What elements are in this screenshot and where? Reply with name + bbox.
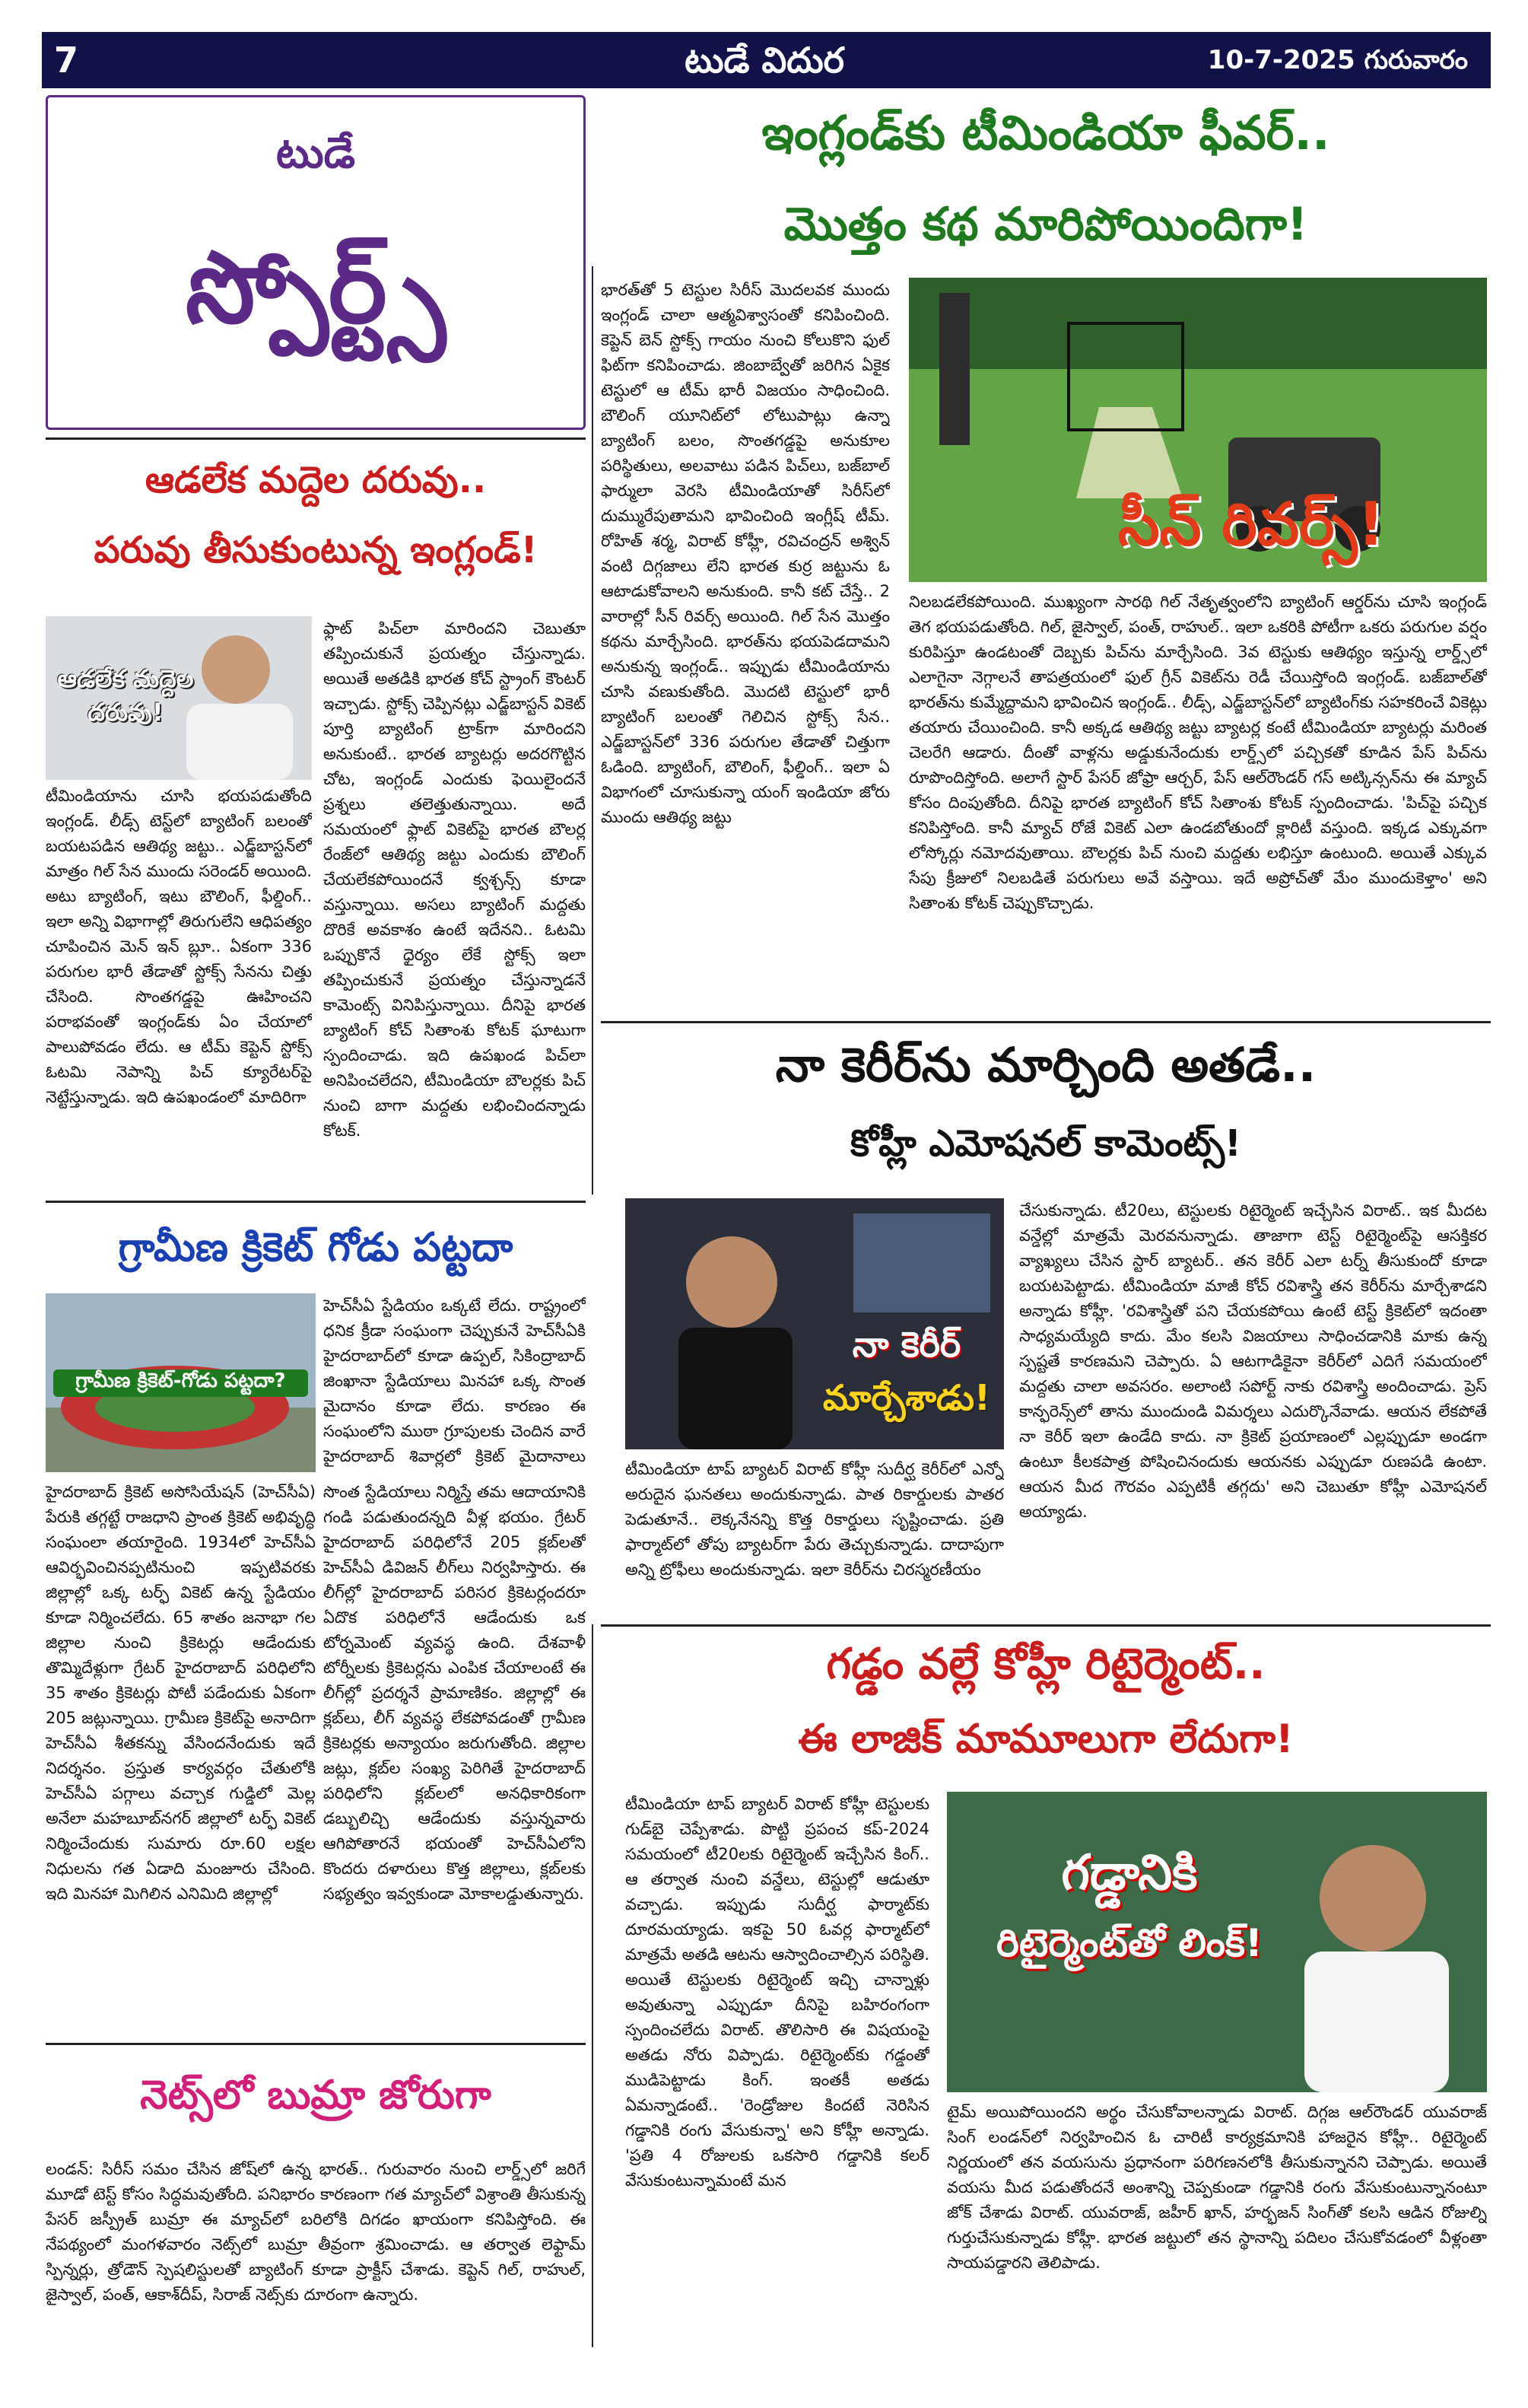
story1-headline-2: మొత్తం కథ మారిపోయిందిగా! — [783, 198, 1308, 251]
story2-column-1: టీమిండియాను చూసి భయపడుతోంది ఇంగ్లండ్. లీడ్స్ టెస్ట్‌లో బ్యాటింగ్ బలంతో బయటపడిన ఆతిథ్య జట్టు.. ఎడ్జ్‌బాస్టన్‌లో మాత్రం గిల్ సేన ముందు సరెండర్ అయింది. అటు బ్యాటింగ్, ఇటు బౌలింగ్, ఫీల్డింగ్.. ఇలా అన్ని విభాగాల్లో తిరుగులేని ఆధిపత్యం చూపించిన మెన్ ఇన్ బ్లూ.. ఏకంగా 336 పరుగుల భారీ తేడాతో స్టోక్స్ సేనను చిత్తు చేసింది. సొంతగడ్డపై ఊహించని పరాభవంతో ఇంగ్లండ్‌కు ఏం చేయాలో పాలుపోవడం లేదు. ఆ టీమ్ కెప్టెన్ స్టోక్స్ ఓటమి నెపాన్ని పిచ్ క్యూరేటర్‌పై నెట్టేస్తున్నాడు. ఇది ఉపఖండంలో మాదిరిగా — [46, 787, 312, 1106]
logo-top-text: టుడే — [275, 128, 356, 178]
section-logo — [46, 95, 586, 430]
story6-headline-2: ఈ లాజిక్ మామూలుగా లేదుగా! — [798, 1716, 1294, 1762]
story2-photo — [46, 616, 312, 780]
story3-photo-caption-1: నా కెరీర్ — [852, 1324, 961, 1365]
story3-headline-2: కోహ్లీ ఎమోషనల్ కామెంట్స్! — [850, 1122, 1241, 1165]
story3-top-rule — [601, 1021, 1491, 1023]
story2-photo-caption: ఆడలేక మద్దెల దరువు! — [57, 664, 194, 727]
story5-headline: నెట్స్‌లో బుమ్రా జోరుగా — [140, 2072, 491, 2118]
story1-column-2: నిలబడలేకపోయింది. ముఖ్యంగా సారథి గిల్ నేతృత్వంలోని బ్యాటింగ్ ఆర్డర్‌ను చూసి ఇంగ్లండ్ తెగ భయపడుతోంది. గిల్, జైస్వాల్, పంత్, రాహుల్.. ఇలా ఒకరికి పోటీగా ఒకరు పరుగుల వర్షం కురిపిస్తూ ఉండటంతో దెబ్బకు పిచ్‌ను మార్చేసింది. 3వ టెస్టుకు ఆతిథ్యం ఇస్తున్న లార్డ్స్‌లో ఎలాగైనా నెగ్గాలనే తాపత్రయంలో ఫుల్ గ్రీన్ వికెట్‌ను రెడీ చేయిస్తోంది ఇంగ్లండ్. బజ్‌బాల్‌తో భారత్‌ను కుమ్మేద్దామని భావించిన ఇంగ్లండ్.. లీడ్స్, ఎడ్జ్‌బాస్టన్‌లో బ్యాటింగ్‌కు సహకరించే వికెట్లు తయారు చేయించింది. కానీ అక్కడ ఆతిథ్య జట్టు బ్యాటర్ల కంటే టీమిండియా బ్యాటర్లు మరింత చెలరేగి ఆడారు. దీంతో వాళ్లను అడ్డుకునేందుకు లార్డ్స్‌లో పచ్చికతో కూడిన పేస్ పిచ్‌ను రూపొందిస్తోంది. అలాగే స్టార్ పేసర్ జోఫ్రా ఆర్చర్, పేస్ ఆల్‌రౌండర్ గస్ అట్కిన్సన్‌ను ఈ మ్యాచ్ కోసం దింపుతోంది. దీనిపై భారత బ్యాటింగ్ కోచ్ సితాంశు కోటక్ స్పందించాడు. 'పిచ్‌పై పచ్చిక కనిపిస్తోంది. కానీ మ్యాచ్ రోజే వికెట్ ఎలా ఉండబోతుందో క్లారిటీ వస్తుంది. ఇక్కడ ఎక్కువగా లోస్కోర్లు నమోదవుతాయి. బౌలర్లకు పిచ్ నుంచి మద్దతు లభిస్తూ ఉంటుంది. అయితే ఎక్కువ సేపు క్రీజులో నిలబడితే పరుగులు అవే వస్తాయి. ఇదే అప్రోచ్‌తో మేం ముందుకెళ్తాం' అని సితాంశు కోటక్ చెప్పుకొచ్చాడు. — [909, 593, 1487, 912]
logo-main-text: స్పోర్ట్స్ — [185, 229, 446, 345]
story3-column-1: టీమిండియా టాప్ బ్యాటర్ విరాట్ కోహ్లీ సుదీర్ఘ కెరీర్‌లో ఎన్నో అరుదైన ఘనతలు అందుకున్నాడు. పాత రికార్డులకు పాతర పెడుతూనే.. లెక్కనేనన్ని కొత్త రికార్డులు సృష్టించాడు. ప్రతి ఫార్మాట్‌లో తోపు బ్యాటర్‌గా పేరు తెచ్చుకున్నాడు. దాదాపుగా అన్ని ట్రోఫీలు అందుకున్నాడు. ఇలా కెరీర్‌ను చిరస్మరణీయం — [625, 1460, 1004, 1579]
story5-top-rule — [46, 2043, 586, 2045]
story2-headline-2: పరువు తీసుకుంటున్న ఇంగ్లండ్! — [94, 529, 538, 571]
story4-column-right: సొంత స్టేడియాలు నిర్మిస్తే తమ ఆదాయానికి గండి పడుతుందన్నది వీళ్ల భయం. గ్రేటర్ హైదరాబాద్ పరిధిలోనే 205 క్లబ్‌లతో హెచ్‌సీఏ డివిజన్ లీగ్‌లు నిర్వహిస్తారు. ఈ లీగ్‌ల్లో హైదరాబాద్ పరిసర క్రికెటర్లందరూ ఏదొక పరిధిలోనే ఆడేందుకు ఒక టోర్నమెంట్ వ్యవస్థ ఉంది. దేశవాళీ టోర్నీలకు క్రికెటర్లను ఎంపిక చేయాలంటే ఈ లీగ్‌ల్లో ప్రదర్శనే ప్రామాణికం. జిల్లాల్లో ఈ క్లబ్‌లు, లీగ్ వ్యవస్థ లేకపోవడంతో గ్రామీణ క్రికెటర్లకు అన్యాయం జరుగుతోంది. జిల్లాల జట్లు, క్లబ్‌ల సంఖ్య పెరిగితే హైదరాబాద్ పరిధిలోని క్లబ్‌లలో అనధికారికంగా డబ్బులిచ్చి ఆడేందుకు వస్తున్నవారు ఆగిపోతారనే భయంతో హెచ్‌సీఏలోని కొందరు దళారులు కొత్త జిల్లాలు, క్లబ్‌లకు సభ్యత్వం ఇవ్వకుండా మోకాలడ్డుతున్నారు. — [323, 1483, 586, 1903]
story4-photo-caption: గ్రామీణ క్రికెట్-గోడు పట్టదా? — [53, 1369, 308, 1397]
story3-column-2: చేసుకున్నాడు. టీ20లు, టెస్టులకు రిటైర్మెంట్ ఇచ్చేసిన విరాట్.. ఇక మీదట వన్డేల్లో మాత్రమే మెరవనున్నాడు. తాజాగా టెస్ట్ రిటైర్మెంట్‌పై ఆసక్తికర వ్యాఖ్యలు చేసిన స్టార్ బ్యాటర్.. తన కెరీర్ ఎలా టర్న్ తీసుకుందో కూడా బయటపెట్టాడు. టీమిండియా మాజీ కోచ్ రవిశాస్త్రి తన కెరీర్‌ను మార్చేశాడని అన్నాడు కోహ్లీ. 'రవిశాస్త్రితో పని చేయకపోయి ఉంటే టెస్ట్ క్రికెట్‌లో ఇదంతా సాధ్యమయ్యేది కాదు. మేం కలసి విజయాలు సాధించడానికి మాకు ఉన్న స్పష్టతే కారణమని చెప్పారు. ఏ ఆటగాడికైనా కెరీర్‌లో ఎదిగే సమయంలో మద్దతు చాలా అవసరం. అలాంటి సపోర్ట్ నాకు రవిశాస్త్రి అందించాడు. ప్రెస్ కాన్ఫరెన్స్‌లో తాను ముందుండి విమర్శలు ఎదుర్కొనేవాడు. ఆయన లేకపోతే నా కెరీర్ ఇలా ఉండేది కాదు. నా క్రికెట్ ప్రయాణంలో ఎల్లప్పుడూ అండగా ఉంటూ కీలకపాత్ర పోషించినందుకు ఆయనకు ఎప్పుడూ రుణపడి ఉంటా. ఆయన మీద గౌరవం ఎప్పటికీ తగ్గదు' అని చెబుతూ కోహ్లీ ఎమోషనల్ అయ్యాడు. — [1019, 1201, 1487, 1521]
story1-photo — [909, 278, 1487, 582]
story6-photo-caption-2: రిటైర్మెంట్‌తో లింక్! — [996, 1921, 1263, 1965]
masthead-bar — [42, 32, 1491, 88]
story4-column-left: హైదరాబాద్ క్రికెట్ అసోసియేషన్ (హెచ్‌సీఏ) పేరుకి తగ్గట్టే రాజధాని ప్రాంత క్రికెట్ అభివృద్ధి సంఘంలా తయారైంది. 1934లో హెచ్‌సీఏ ఆవిర్భవించినప్పటినుంచి ఇప్పటివరకు జిల్లాల్లో ఒక్క టర్ఫ్ వికెట్ ఉన్న స్టేడియం కూడా నిర్మించలేదు. 65 శాతం జనాభా గల జిల్లాల నుంచి క్రికెటర్లు ఆడేందుకు తొమ్మిదేళ్లుగా గ్రేటర్ హైదరాబాద్ పరిధిలోని 35 శాతం క్రికెటర్లు పోటీ పడేందుకు ఏకంగా 205 జట్లున్నాయి. గ్రామీణ క్రికెట్‌పై అనాదిగా హెచ్‌సీఏ శీతకన్ను వేసిందనేందుకు ఇదే నిదర్శనం. ప్రస్తుత కార్యవర్గం చేతులోకి హెచ్‌సీఏ పగ్గాలు వచ్చాక గుడ్డిలో మెల్ల అనేలా మహబూబ్‌నగర్ జిల్లాలో టర్ఫ్ వికెట్ నిర్మించేందుకు సుమారు రూ.60 లక్షల నిధులను గత ఏడాది మంజూరు చేసింది. ఇది మినహా మిగిలిన ఎనిమిది జిల్లాల్లో — [46, 1483, 316, 1903]
story6-top-rule — [601, 1624, 1491, 1627]
story3-photo-caption-2: మార్చేశాడు! — [823, 1377, 990, 1418]
story3-photo — [625, 1198, 1004, 1449]
story4-column-top-right: హెచ్‌సీఏ స్టేడియం ఒక్కటే లేదు. రాష్ట్రంలో ధనిక క్రీడా సంఘంగా చెప్పుకునే హెచ్‌సీఏకి హైదరాబాద్‌లో కూడా ఉప్పల్, సికింద్రాబాద్ జింఖానా స్టేడియాలు మినహా ఒక్క సొంత మైదానం కూడా లేదు. కారణం ఈ సంఘంలోని ముఠా గ్రూపులకు చెందిన వారే హైదరాబాద్ శివార్లలో క్రికెట్ మైదానాలు — [323, 1296, 586, 1465]
page-number: 7 — [54, 40, 79, 81]
story5-body: లండన్: సిరీస్ సమం చేసిన జోష్‌లో ఉన్న భారత్.. గురువారం నుంచి లార్డ్స్‌లో జరిగే మూడో టెస్ట్ కోసం సిద్ధమవుతోంది. పనిభారం కారణంగా గత మ్యాచ్‌లో విశ్రాంతి తీసుకున్న పేసర్ జస్ప్రీత్ బుమ్రా ఈ మ్యాచ్‌లో బరిలోకి దిగడం ఖాయంగా కనిపిస్తోంది. ఈ నేపథ్యంలో మంగళవారం నెట్స్‌లో బుమ్రా తీవ్రంగా శ్రమించాడు. ఆ తర్వాత లెఫ్టామ్ స్పిన్నర్లు, త్రోడౌన్ స్పెషలిస్టులతో బ్యాటింగ్ కూడా ప్రాక్టీస్ చేశాడు. కెప్టెన్ గిల్, రాహుల్, జైస్వాల్, పంత్, ఆకాశ్‌దీప్, సిరాజ్ నెట్స్‌కు దూరంగా ఉన్నారు. — [46, 2160, 586, 2304]
story1-column-1: భారత్‌తో 5 టెస్టుల సిరీస్ మొదలవక ముందు ఇంగ్లండ్ చాలా ఆత్మవిశ్వాసంతో కనిపించింది. కెప్టెన్ బెన్ స్టోక్స్ గాయం నుంచి కోలుకొని ఫుల్ ఫిట్‌గా కనిపించాడు. జింబాబ్వేతో జరిగిన ఏకైక టెస్టులో ఆ టీమ్ భారీ విజయం సాధించింది. బౌలింగ్ యూనిట్‌లో లోటుపాట్లు ఉన్నా బ్యాటింగ్ బలం, సొంతగడ్డపై అనుకూల పరిస్థితులు, అలవాటు పడిన పిచ్‌లు, బజ్‌బాల్ ఫార్ములా వెరసి టీమిండియాతో సిరీస్‌లో దుమ్మురేపుతామని భావించింది ఇంగ్లీష్ టీమ్. రోహిత్ శర్మ, విరాట్ కోహ్లీ, రవిచంద్రన్ అశ్విన్ వంటి దిగ్గజాలు లేని భారత కుర్ర జట్టును ఓ ఆటాడుకోవాలని అనుకుంది. కానీ కట్ చేస్తే.. 2 వారాల్లో సీన్ రివర్స్ అయింది. గిల్ సేన మొత్తం కథను మార్చేసింది. భారత్‌ను భయపెడదామని అనుకున్న ఇంగ్లండ్.. ఇప్పుడు టీమిండియాను చూసి వణుకుతోంది. మొదటి టెస్టులో భారీ బ్యాటింగ్ బలంతో గెలిచిన స్టోక్స్ సేన.. ఎడ్జ్‌బాస్టన్‌లో 336 పరుగుల తేడాతో చిత్తుగా ఓడింది. బ్యాటింగ్, బౌలింగ్, ఫీల్డింగ్.. ఇలా ఏ విభాగంలో చూసుకున్నా యంగ్ ఇండియా జోరు ముందు ఆతిథ్య జట్టు — [601, 281, 890, 826]
story1-photo-caption: సీన్ రివర్స్! — [1117, 491, 1385, 559]
issue-date: 10-7-2025 గురువారం — [1207, 45, 1468, 75]
story4-top-rule — [46, 1201, 586, 1203]
story6-divider — [592, 1624, 593, 2347]
paper-name: టుడే విదుర — [685, 40, 844, 81]
story6-column-2: టైమ్ అయిపోయిందని అర్థం చేసుకోవాలన్నాడు విరాట్. దిగ్గజ ఆల్‌రౌండర్ యువరాజ్ సింగ్ లండన్‌లో నిర్వహించిన ఓ చారిటీ కార్యక్రమానికి హాజరైన కోహ్లీ.. రిటైర్మెంట్ నిర్ణయంలో తన వయసును ప్రధానంగా పరిగణనలోకి తీసుకున్నానని చెప్పాడు. అయితే వయసు మీద పడుతోందనే అంశాన్ని చెప్పకుండా గడ్డానికి రంగు వేసుకుంటున్నానంటూ జోక్ చేశాడు విరాట్. యువరాజ్, జహీర్ ఖాన్, హర్భజన్ సింగ్‌తో కలసి ఆడిన రోజుల్ని గుర్తుచేసుకున్నాడు కోహ్లీ. భారత జట్టులో తన స్థానాన్ని పదిలం చేసుకోవడంలో వీళ్లంతా సాయపడ్డారని తెలిపాడు. — [947, 2103, 1487, 2272]
story2-column-2: ఫ్లాట్ పిచ్‌లా మారిందని చెబుతూ తప్పించుకునే ప్రయత్నం చేస్తున్నాడు. అయితే అతడికి భారత కోచ్ స్ట్రాంగ్ కౌంటర్ ఇచ్చాడు. స్టోక్స్ చెప్పినట్లు ఎడ్జ్‌బాస్టన్ వికెట్ పూర్తి బ్యాటింగ్ ట్రాక్‌గా మారిందని అనుకుంటే.. భారత బ్యాటర్లు అదరగొట్టిన చోట, ఇంగ్లండ్ ఎందుకు ఫెయిలైందనే ప్రశ్నలు తలెత్తుతున్నాయి. అదే సమయంలో ఫ్లాట్ వికెట్‌పై భారత బౌలర్ల రేంజ్‌లో ఆతిథ్య జట్టు ఎందుకు బౌలింగ్ చేయలేకపోయిందనే క్వశ్చన్స్ కూడా వస్తున్నాయి. అసలు బ్యాటింగ్ మద్దతు దొరికే అవకాశం ఉంటే ఇదేనని.. ఓటమి ఒప్పుకొనే ధైర్యం లేకే స్టోక్స్ ఇలా తప్పించుకునే ప్రయత్నం చేస్తున్నాడనే కామెంట్స్ వినిపిస్తున్నాయి. దీనిపై భారత బ్యాటింగ్ కోచ్ సితాంశు కోటక్ ఘాటుగా స్పందించాడు. ఇది ఉపఖండ పిచ్‌లా అనిపించలేదని, టీమిండియా బౌలర్లకు పిచ్ నుంచి బాగా మద్దతు లభించిందన్నాడు కోటక్. — [323, 619, 586, 1140]
story2-headline-1: ఆడలేక మద్దెల దరువు.. — [145, 459, 487, 501]
story1-headline-1: ఇంగ్లండ్‌కు టీమిండియా ఫీవర్.. — [761, 105, 1330, 161]
story2-top-rule — [46, 437, 586, 440]
story4-headline: గ్రామీణ క్రికెట్ గోడు పట్టదా — [118, 1225, 513, 1271]
story3-headline-1: నా కెరీర్‌ను మార్చింది అతడే.. — [775, 1037, 1317, 1093]
story1-divider — [592, 266, 593, 1194]
story6-column-1: టీమిండియా టాప్ బ్యాటర్ విరాట్ కోహ్లీ టెస్టులకు గుడ్‌బై చెప్పేశాడు. పొట్టి ప్రపంచ కప్-2024 సమయంలో టీ20లకు రిటైర్మెంట్ ఇచ్చేసిన కింగ్.. ఆ తర్వాత నుంచి వన్డేలు, టెస్టుల్లో ఆడుతూ వచ్చాడు. ఇప్పుడు సుదీర్ఘ ఫార్మాట్‌కు దూరమయ్యాడు. ఇకపై 50 ఓవర్ల ఫార్మాట్‌లో మాత్రమే అతడి ఆటను ఆస్వాదించాల్సిన పరిస్థితి. అయితే టెస్టులకు రిటైర్మెంట్ ఇచ్చి చాన్నాళ్లు అవుతున్నా ఎప్పుడూ దీనిపై బహిరంగంగా స్పందించలేదు విరాట్. తొలిసారి ఈ విషయంపై అతడు నోరు విప్పాడు. రిటైర్మెంట్‌కు గడ్డంతో ముడిపెట్టాడు కింగ్. ఇంతకీ అతడు ఏమన్నాడంటే.. 'రెండ్రోజుల కిందటే నెరిసిన గడ్డానికి రంగు వేసుకున్నా' అని కోహ్లీ అన్నాడు. 'ప్రతి 4 రోజులకు ఒకసారి గడ్డానికి కలర్ వేసుకుంటున్నామంటే మన — [625, 1795, 929, 2190]
story6-photo — [947, 1792, 1487, 2092]
story6-photo-caption-1: గడ్డానికి — [1061, 1845, 1198, 1901]
story6-headline-1: గడ్డం వల్లే కోహ్లీ రిటైర్మెంట్.. — [826, 1640, 1266, 1689]
story4-photo — [46, 1293, 316, 1472]
